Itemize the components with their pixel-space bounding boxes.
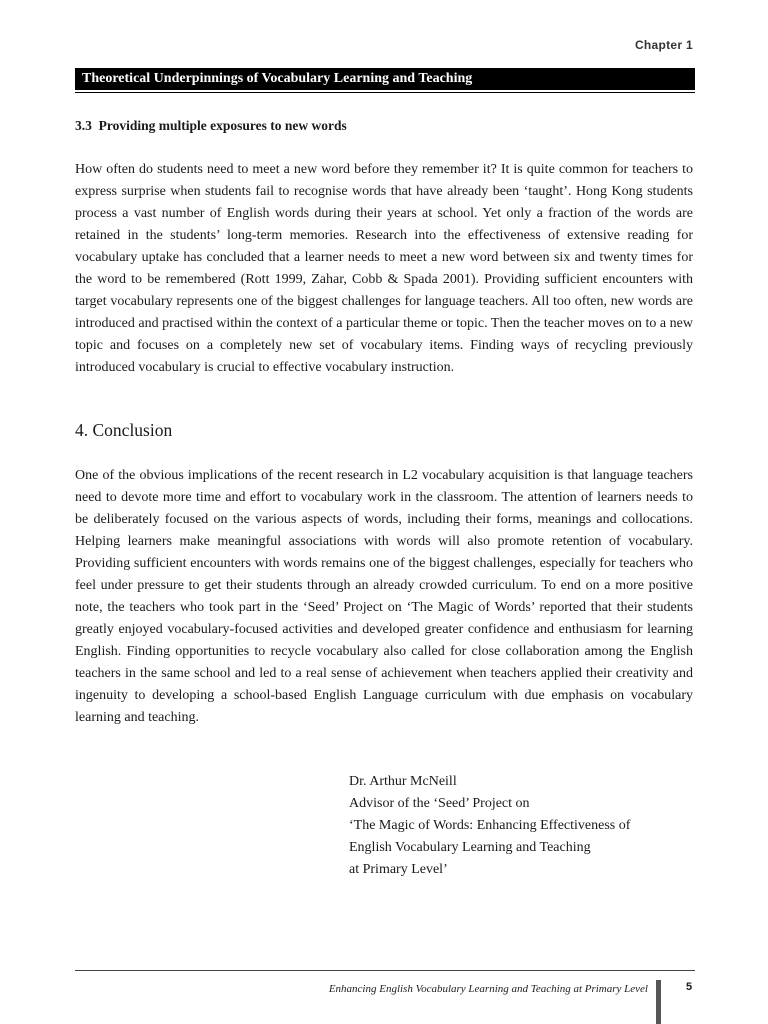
author-role-line-3: English Vocabulary Learning and Teaching <box>349 840 591 855</box>
page-number: 5 <box>686 981 693 993</box>
footer-book-title: Enhancing English Vocabulary Learning and Teaching at Primary Level <box>328 983 648 995</box>
subsection-heading: 3.3 Providing multiple exposures to new words <box>75 118 347 133</box>
author-name: Dr. Arthur McNeill <box>349 774 457 789</box>
conclusion-paragraph: One of the obvious implications of the recent research in L2 vocabulary acquisition is that language teachers need to devote more time and effort to vocabulary work in the classroom. The attention of learners needs to be deliberately focused on the various aspects of words, including their forms, meanings and collocations. Helping learners make meaningful associations with words will also promote retention of vocabulary. Providing sufficient encounters with words remains one of the biggest challenges, especially for teachers who feel under pressure to get their students through an already crowded curriculum. To end on a more positive note, the teachers who took part in the ‘Seed’ Project on ‘The Magic of Words’ reported that their students greatly enjoyed vocabulary-focused activities and developed greater confidence and enthusiasm for learning English. Finding opportunities to recycle vocabulary also called for close collaboration among the English teachers in the same school and led to a real sense of achievement when teachers applied their creativity and ingenuity to developing a school-based English Language curriculum with due emphasis on vocabulary learning and teaching. <box>75 468 693 725</box>
conclusion-heading: 4. Conclusion <box>75 420 173 440</box>
banner-underline <box>75 92 695 93</box>
chapter-label: Chapter 1 <box>634 38 693 52</box>
footer-vertical-bar <box>656 980 661 1024</box>
author-role-line-1: Advisor of the ‘Seed’ Project on <box>349 796 530 811</box>
author-signature-block <box>349 771 630 881</box>
chapter-title-banner: Theoretical Underpinnings of Vocabulary Learning and Teaching <box>75 68 695 90</box>
author-role-line-4: at Primary Level’ <box>349 862 448 877</box>
author-role-line-2: ‘The Magic of Words: Enhancing Effectiveness of <box>349 818 631 833</box>
subsection-paragraph: How often do students need to meet a new word before they remember it? It is quite common for teachers to express surprise when students fail to recognise words that have already been ‘taught’. Hong Kong students process a vast number of English words during their years at school. Yet only a fraction of the words are retained in the students’ long-term memories. Research into the effectiveness of extensive reading for vocabulary uptake has concluded that a learner needs to meet a new word between six and twenty times for the word to be remembered (Rott 1999, Zahar, Cobb & Spada 2001). Providing sufficient encounters with target vocabulary represents one of the biggest challenges for language teachers. All too often, new words are introduced and practised within the context of a particular theme or topic. Then the teacher moves on to a new topic and focuses on a completely new set of vocabulary items. Finding ways of recycling previously introduced vocabulary is crucial to effective vocabulary instruction. <box>75 162 693 375</box>
footer-divider <box>75 970 695 971</box>
